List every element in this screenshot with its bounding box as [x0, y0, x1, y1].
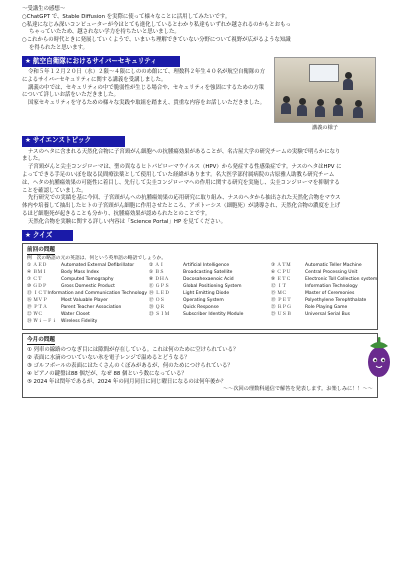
impression-item-cont: ちゃっていたため、越されない学力を持ちたいと思いました。: [29, 29, 180, 36]
impression-item-cont: を得られたと思います。: [29, 45, 88, 52]
impression-item: ○ChatGPT で、Stable Diffusion を実際に使って様々なことに活用してみたいです。: [22, 13, 231, 20]
previous-quiz-title: 前回の問題: [27, 246, 55, 255]
abbreviation-entry: ⑥ ＣＰＵ Central Processing Unit: [271, 269, 358, 275]
abbreviation-entry: ⑯ ＭＶＰ Most Valuable Player: [27, 297, 108, 303]
previous-quiz-box: [22, 243, 378, 330]
star-icon: ★: [25, 56, 31, 65]
science-heading: サイエンストピック: [32, 136, 92, 145]
abbreviation-entry: ㉑ ＲＰＧ Role Playing Game: [271, 304, 348, 310]
quiz-question: ⑤ 2024 年は閏年であるが、2024 年の同月同日に同じ曜日になるのは何年後か？: [27, 379, 227, 386]
quiz-question: ④ ピアノの鍵盤は88 個だが、なぜ 88 個という数になっている？: [27, 371, 187, 377]
star-icon: ★: [25, 136, 31, 145]
previous-quiz-prompt: 例 次の略語の元の英語は、何という英単語の略語でしょうか。: [27, 255, 167, 261]
newsletter-page: [22, 6, 378, 398]
abbreviation-entry: ㉒ ＷＣ Water Closet: [27, 311, 90, 317]
abbreviation-entry: ㉕ ＵＳＢ Universal Serial Bus: [271, 311, 350, 317]
abbreviation-entry: ⑲ ＰＴＡ Parent Teacher Association: [27, 304, 122, 310]
eggplant-pupil-left: [374, 359, 376, 361]
cyber-section: [22, 69, 378, 133]
current-quiz-title: 今月の問題: [27, 336, 55, 345]
abbreviation-entry: ⑱ ＰＥＴ Polyethylene Terephthalate: [271, 297, 367, 303]
abbreviation-grid: [27, 262, 378, 326]
lecture-photo: [274, 57, 376, 123]
abbreviation-entry: ⑧ ＤＨＡ Docosahexaenoic Acid: [149, 276, 234, 282]
lecture-photo-figure: [274, 69, 376, 133]
quiz-heading: クイズ: [32, 230, 53, 239]
eggplant-pupil-right: [382, 359, 384, 361]
abbreviation-entry: ⑭ ＬＥＤ Light Emitting Diode: [149, 290, 230, 296]
impression-item: ○私達になじみ深いコンピューターが今はとても進化しているとわかり私達もいずれか越されるのかもとおもっ: [22, 21, 291, 28]
abbreviation-entry: ⑬ ＩＣＴ Information and Communication Technology: [27, 290, 147, 296]
quiz-section-header: [22, 230, 73, 241]
quiz-question: ② 表面に水滴のついていない氷を電子レンジで温めるとどうなる？: [27, 354, 190, 361]
cyber-paragraph: 国家セキュリティを守るための様々な実践や取組を踏まえ、貴重な内容をお話しいただきました。: [28, 100, 265, 107]
abbreviation-entry: ② ＡＩ Artificial Intelligence: [149, 262, 230, 268]
abbreviation-entry: ⑮ ＭＣ Master of Ceremonies: [271, 290, 355, 296]
quiz-question: ③ ゴルフボールの表面にはたくさんのくぼみがあるが、何のためにつけられている？: [27, 362, 233, 369]
abbreviation-column: [27, 263, 147, 326]
abbreviation-entry: ⑫ ＩＴ Information Technology: [271, 283, 358, 289]
abbreviation-entry: ⑦ ＣＴ Computed Tomography: [27, 276, 114, 282]
cyber-paragraph: 令和５年１２月２０日（水）２限～４限にしののめ館にて、理数科２年生４０名が航空自衛隊の方によるサイバーセキュリティに関する講義を受講しました。: [22, 68, 266, 83]
abbreviation-column: [149, 263, 269, 326]
science-paragraph: 天然化合物を実験に関する詳しい内容は「Science Portal」HP を見てください。: [28, 218, 227, 225]
abbreviation-entry: ⑤ ＢＳ Broadcasting Satellite: [149, 269, 233, 275]
science-section: [22, 149, 378, 227]
impression-item: ○これからの時代ときに発展していくようで、いまいち理解できていない分野について視野が広がるような知識: [22, 37, 291, 44]
science-paragraph: 先行研究での実績を基に今回、子宮頸がんへの抗腫瘍効果の応用研究に取り組み、ナスのヘタから抽出された天然化合物をマウス体内や培養して抽出したヒトの子宮頸がん細胞に作用させたところ、アポトーシス（細胞死）が誘導され、天然化合物の濃度を上げるほど細胞死が起きることも分かり、抗腫瘍効果が認められたとのことです。: [22, 195, 341, 218]
cyber-text: [22, 69, 268, 133]
abbreviation-entry: ③ ＡＴＭ Automatic Teller Machine: [271, 262, 362, 268]
impressions-section: [22, 6, 378, 53]
science-paragraph: ナスのヘタに含まれる天然化合物に子宮頸がん細胞への抗腫瘍効果があることが、名古屋大学の研究チームの実験で明らかになりました。: [22, 148, 341, 163]
abbreviation-entry: ⑨ ＥＴＣ Electronic Toll Collection system: [271, 276, 378, 282]
answer-next-issue-note: ～～次回の理数科通信で解答を発表します。お楽しみに！！～～: [222, 386, 373, 393]
star-icon: ★: [25, 230, 31, 239]
abbreviation-entry: ⑩ ＧＤＰ Gross Domestic Product: [27, 283, 115, 289]
eggplant-stem: [378, 337, 380, 343]
cyber-heading: 航空自衛隊におけるサイバーセキュリティ: [32, 56, 157, 65]
abbreviation-entry: ⑰ ＯＳ Operating System: [149, 297, 224, 303]
eggplant-body: [368, 347, 390, 377]
current-quiz-box: [22, 333, 378, 398]
science-section-header: [22, 136, 125, 147]
abbreviation-column: [271, 263, 381, 326]
science-paragraph: 子宮頸がんと尖圭コンジローマは、聖の異なるヒトパピローマウイルス（HPV）から発症する性感染症です。ナスのヘタはHPV によってできる手足のいぼを取る民間療法薬として使用していた経緯があります。名大医学部付属病院の古原雅人助教ら研究チームは、ヘタの抗腫瘍効果の可能性に着目し、先行して尖圭コンジローマへの作用に関する研究を実施し、尖圭コンジローマを抑制することを確認していました。: [22, 164, 342, 194]
abbreviation-entry: ④ ＢＭＩ Body Mass Index: [27, 269, 99, 275]
abbreviation-entry: ⑪ ＧＰＳ Global Positioning System: [149, 283, 242, 289]
photo-caption: 講義の様子: [312, 124, 338, 131]
eggplant-mascot-illustration: [364, 335, 394, 379]
cyber-paragraph: 講義の中では、セキュリティの中で脆弱性が生じる場合や、セキュリティを強固にするための方策について詳しいお話をいただきました。: [22, 84, 265, 99]
cyber-section-header: [22, 56, 180, 67]
abbreviation-entry: ㉓ ＳＩＭ Subscriber Identity Module: [149, 311, 244, 317]
quiz-question: ① 列車の線路のつなぎ目には隙間が存在している。これは何のために空けられている？: [27, 346, 239, 353]
abbreviation-entry: ⑳ ＱＲ Quick Response: [149, 304, 219, 310]
abbreviation-entry: ㉔ Ｗｉ－Ｆｉ Wireless Fidelity: [27, 318, 98, 324]
abbreviation-entry: ① ＡＥＤ Automated External Defibrillator: [27, 262, 135, 268]
impressions-heading: ～受講生の感想～: [22, 6, 66, 12]
